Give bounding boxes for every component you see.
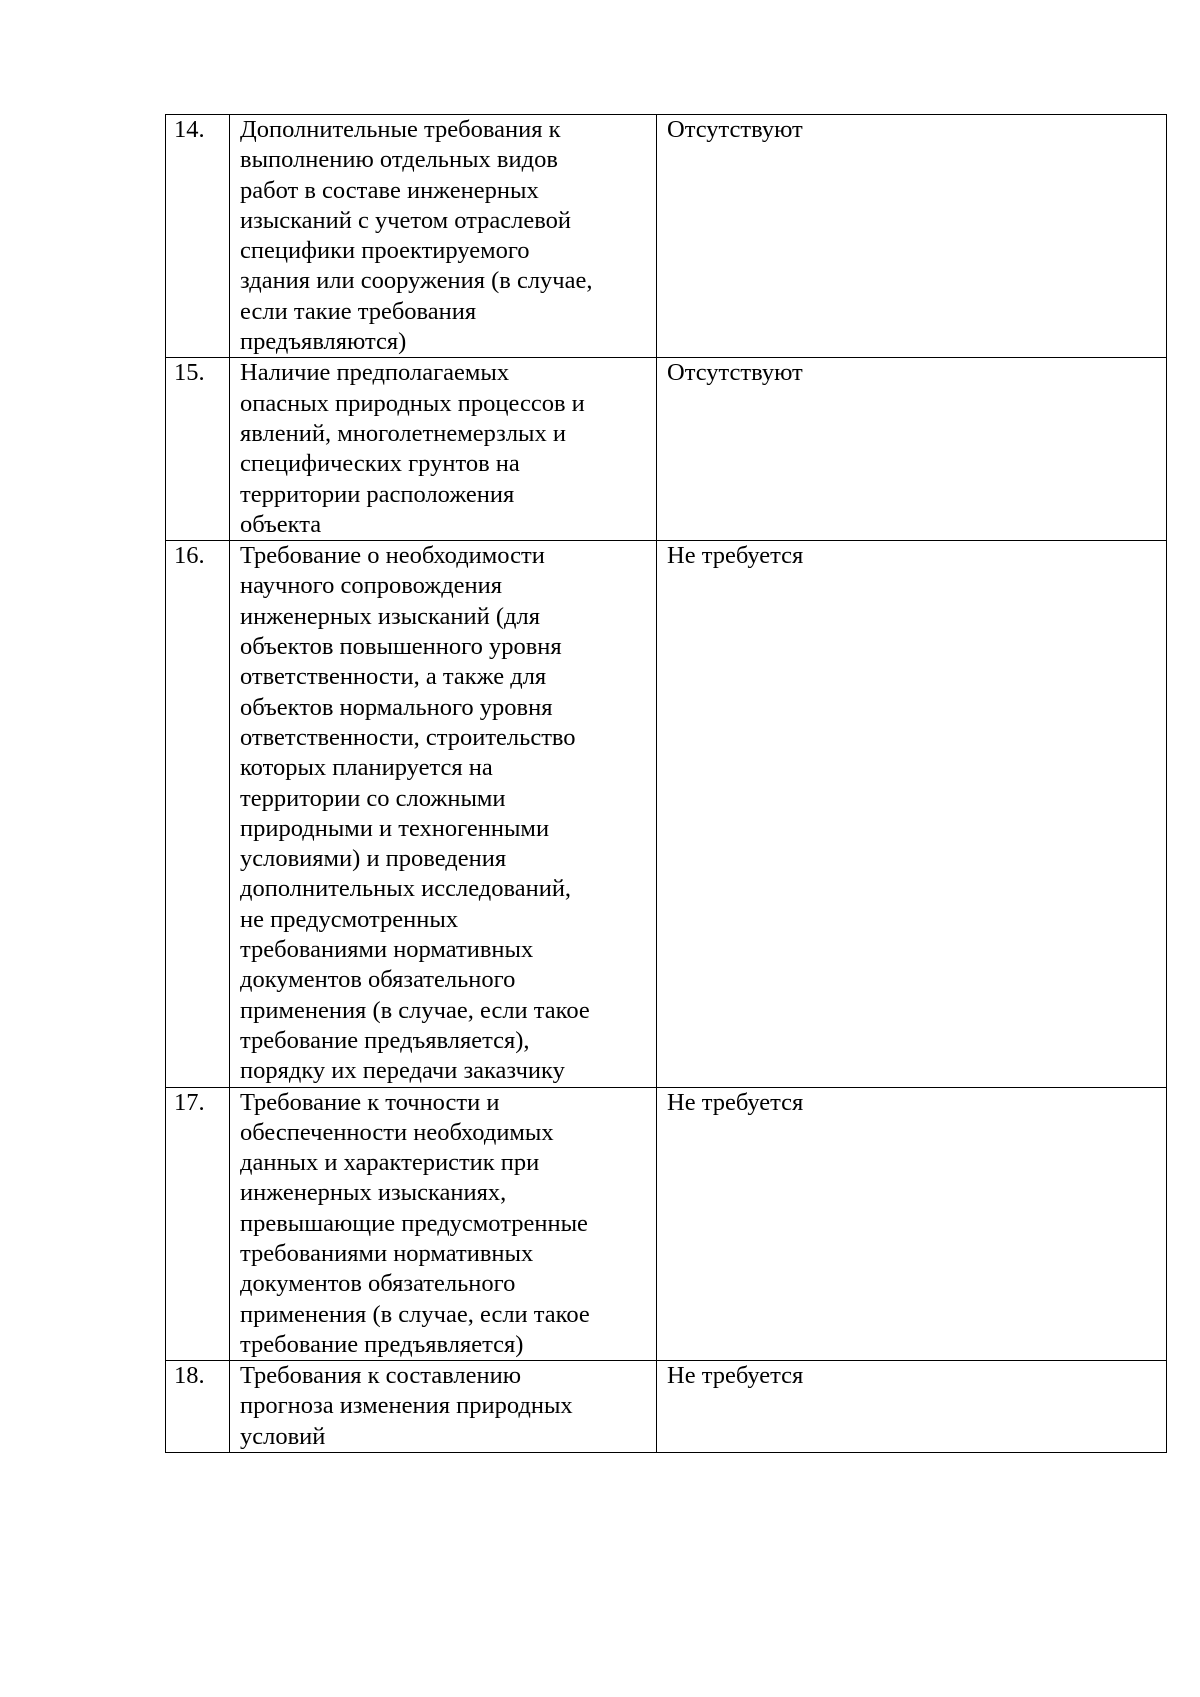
- requirement-line: документов обязательного: [240, 1270, 516, 1298]
- requirement-text: [230, 1361, 657, 1453]
- table-row: [166, 1087, 1167, 1361]
- requirement-line: специфических грунтов на: [240, 450, 520, 478]
- requirement-line: применения (в случае, если такое: [240, 1300, 590, 1328]
- requirement-line: требование предъявляется),: [240, 1026, 530, 1054]
- requirement-line: если такие требования: [240, 297, 477, 325]
- requirement-text: [230, 358, 657, 541]
- requirement-line: изысканий с учетом отраслевой: [240, 206, 572, 234]
- requirement-line: выполнению отдельных видов: [240, 146, 558, 174]
- row-number: 17.: [166, 1087, 230, 1361]
- requirement-value: Не требуется: [657, 1361, 1167, 1453]
- requirement-value: Не требуется: [657, 541, 1167, 1087]
- requirements-table: [165, 114, 1167, 1453]
- requirement-line: инженерных изысканий (для: [240, 602, 540, 630]
- requirement-value: Отсутствуют: [657, 358, 1167, 541]
- requirement-line: предъявляются): [240, 328, 407, 356]
- requirement-text: [230, 541, 657, 1087]
- table-row: [166, 1361, 1167, 1453]
- requirement-line: территории расположения: [240, 480, 515, 508]
- table-row: [166, 358, 1167, 541]
- requirement-line: требованиями нормативных: [240, 936, 534, 964]
- requirement-line: объектов повышенного уровня: [240, 633, 562, 661]
- requirement-line: обеспеченности необходимых: [240, 1118, 554, 1146]
- requirement-line: порядку их передачи заказчику: [240, 1057, 565, 1085]
- requirement-line: явлений, многолетнемерзлых и: [240, 419, 567, 447]
- requirement-line: ответственности, строительство: [240, 723, 576, 751]
- requirement-line: дополнительных исследований,: [240, 875, 572, 903]
- requirement-text: [230, 1087, 657, 1361]
- row-number: 18.: [166, 1361, 230, 1453]
- requirement-line: объекта: [240, 510, 322, 538]
- requirement-line: здания или сооружения (в случае,: [240, 267, 593, 295]
- requirement-line: Дополнительные требования к: [240, 116, 561, 143]
- requirement-line: документов обязательного: [240, 966, 516, 994]
- requirement-line: работ в составе инженерных: [240, 176, 539, 204]
- requirement-line: объектов нормального уровня: [240, 693, 553, 721]
- requirement-line: природными и техногенными: [240, 814, 550, 842]
- requirement-text: [230, 115, 657, 358]
- requirement-line: Требования к составлению: [240, 1362, 521, 1390]
- row-number: 16.: [166, 541, 230, 1087]
- requirement-line: прогноза изменения природных: [240, 1392, 573, 1420]
- table-row: [166, 115, 1167, 358]
- requirement-line: инженерных изысканиях,: [240, 1179, 507, 1207]
- requirement-line: ответственности, а также для: [240, 663, 547, 691]
- requirement-line: требование предъявляется): [240, 1330, 524, 1358]
- requirement-line: применения (в случае, если такое: [240, 996, 590, 1024]
- requirement-line: не предусмотренных: [240, 905, 459, 933]
- requirement-line: требованиями нормативных: [240, 1239, 534, 1267]
- requirement-line: условиями) и проведения: [240, 845, 507, 873]
- requirement-line: Наличие предполагаемых: [240, 359, 510, 387]
- requirements-table-body: [166, 115, 1167, 1453]
- table-row: [166, 541, 1167, 1087]
- requirement-line: опасных природных процессов и: [240, 389, 585, 417]
- requirement-line: условий: [240, 1422, 326, 1450]
- requirement-line: данных и характеристик при: [240, 1149, 540, 1177]
- requirement-value: Не требуется: [657, 1087, 1167, 1361]
- requirement-line: Требование к точности и: [240, 1088, 500, 1116]
- requirement-value: Отсутствуют: [657, 115, 1167, 358]
- requirement-line: специфики проектируемого: [240, 237, 530, 265]
- requirement-line: Требование о необходимости: [240, 542, 545, 570]
- row-number: 15.: [166, 358, 230, 541]
- requirement-line: научного сопровождения: [240, 572, 503, 600]
- row-number: 14.: [166, 115, 230, 358]
- requirement-line: превышающие предусмотренные: [240, 1209, 588, 1237]
- requirement-line: которых планируется на: [240, 754, 493, 782]
- requirement-line: территории со сложными: [240, 784, 506, 812]
